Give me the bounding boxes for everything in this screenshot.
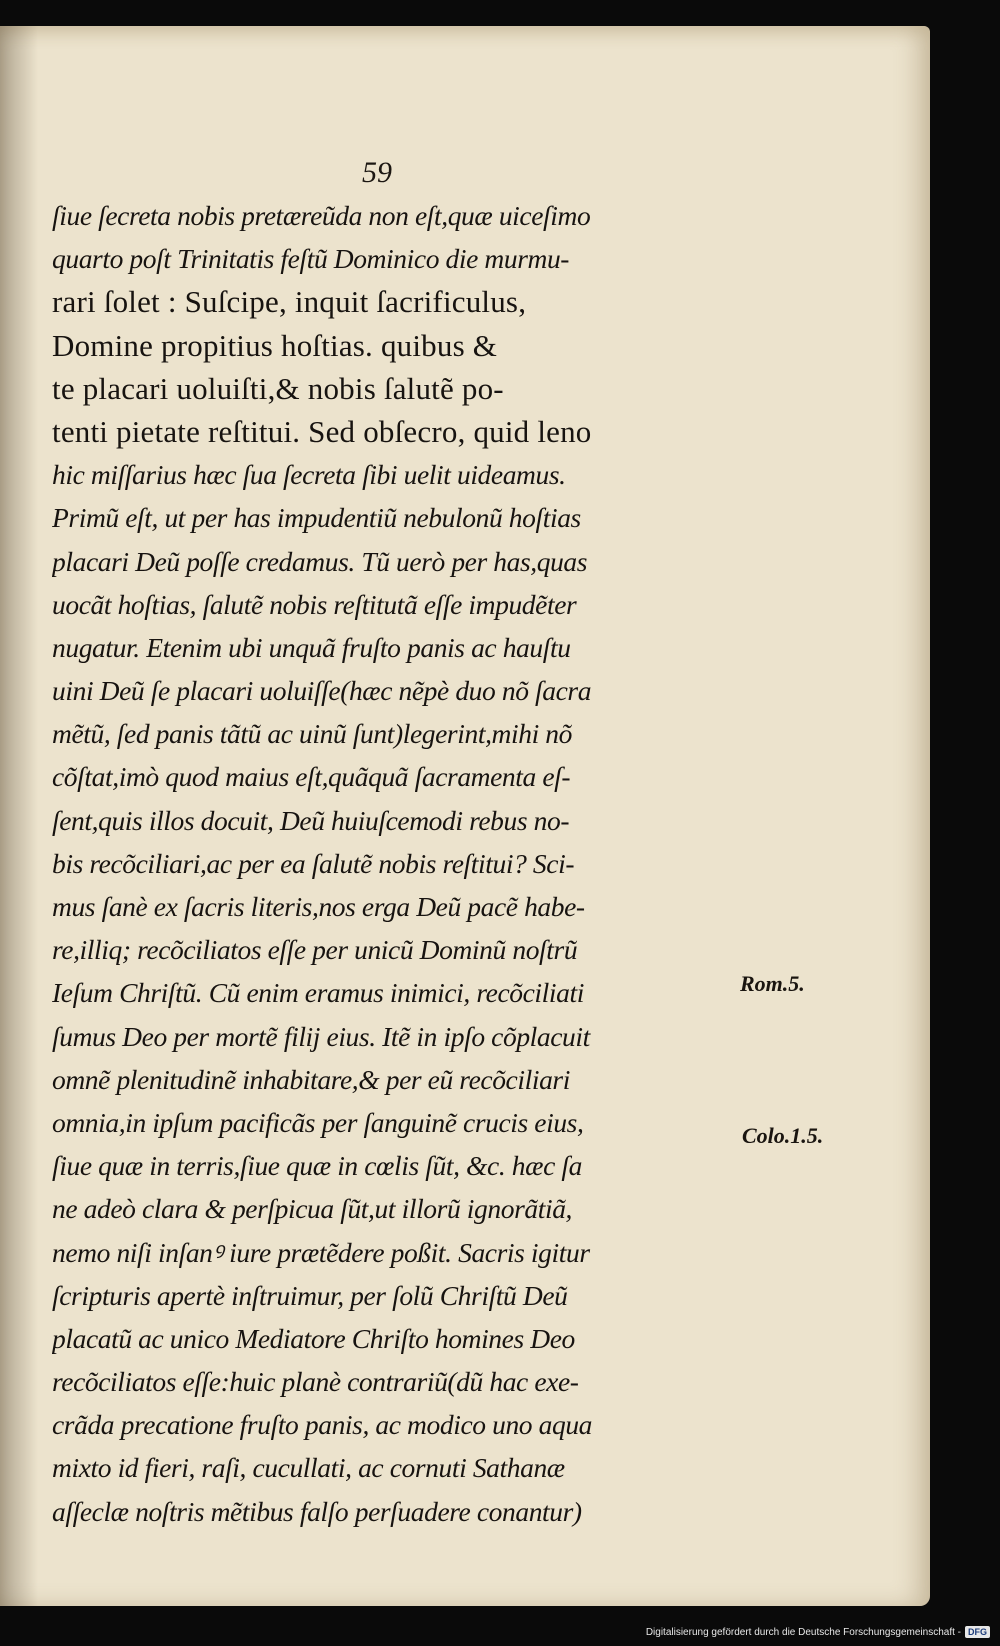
marginal-note-colo: Colo.1.5.	[742, 1123, 824, 1148]
text-line: rari ſolet : Suſcipe, inquit ſacrificulus,	[52, 284, 527, 320]
text-line: ſent,quis illos docuit, Deũ huiuſcemodi rebus no-	[52, 804, 570, 836]
text-line: crãda precatione fruſto panis, ac modico uno aqua	[52, 1409, 593, 1441]
text-line: nugatur. Etenim ubi unquã fruſto panis ac hauſtu	[52, 631, 571, 663]
text-line: ſiue quæ in terris,ſiue quæ in cœlis ſũt, &c. hæc ſa	[52, 1150, 582, 1182]
text-line: aſſeclæ noſtris mẽtibus falſo perſuadere conantur)	[52, 1495, 582, 1527]
digitization-credit	[646, 1626, 990, 1638]
text-line: placari Deũ poſſe credamus. Tũ uerò per has,quas	[52, 545, 588, 577]
text-line: ſumus Deo per mortẽ filij eius. Itẽ in ipſo cõplacuit	[52, 1020, 590, 1052]
book-page	[0, 26, 930, 1606]
credit-text: Digitalisierung gefördert durch die Deutsche Forschungsgemeinschaft -	[645, 1626, 961, 1638]
text-line: cõſtat,imò quod maius eſt,quãquã ſacramenta eſ-	[52, 761, 571, 793]
text-line: Domine propitius hoſtias. quibus &	[52, 327, 498, 363]
text-line: ſiue ſecreta nobis pretæreũda non eſt,quæ uiceſimo	[52, 200, 591, 231]
text-line: recõciliatos eſſe:huic planè contrariũ(dũ hac exe-	[52, 1366, 579, 1398]
text-line: Ieſum Chriſtũ. Cũ enim eramus inimici, recõciliati	[52, 977, 584, 1009]
text-line: mus ſanè ex ſacris literis,nos erga Deũ pacẽ habe-	[52, 891, 585, 922]
text-line: omnẽ plenitudinẽ inhabitare,& per eũ recõciliari	[52, 1063, 570, 1095]
text-line: Primũ eſt, ut per has impudentiũ nebulonũ hoſtias	[52, 502, 581, 534]
text-line: placatũ ac unico Mediatore Chriſto homines Deo	[52, 1322, 575, 1354]
dfg-logo-icon: DFG	[965, 1626, 990, 1638]
text-line: te placari uoluiſti,& nobis ſalutẽ po-	[52, 370, 504, 406]
body-text	[52, 194, 742, 1533]
text-line: nemo niſi inſanꝰ iure prætẽdere poßit. Sacris igitur	[52, 1236, 590, 1268]
page-number: 59	[362, 156, 392, 189]
text-line: bis recõciliari,ac per ea ſalutẽ nobis reſtitui? Sci-	[52, 847, 575, 879]
text-line: quarto poſt Trinitatis feſtũ Dominico die murmu-	[52, 243, 570, 275]
text-line: mẽtũ, ſed panis tãtũ ac uinũ ſunt)legerint,mihi nõ	[52, 718, 573, 750]
text-line: tenti pietate reſtitui. Sed obſecro, quid leno	[52, 413, 592, 449]
text-line: ne adeò clara & perſpicua ſũt,ut illorũ ignorãtiã,	[52, 1193, 573, 1225]
text-line: uini Deũ ſe placari uoluiſſe(hæc nẽpè duo nõ ſacra	[52, 675, 592, 707]
text-line: ſcripturis apertè inſtruimur, per ſolũ Chriſtũ Deũ	[52, 1279, 568, 1311]
text-line: mixto id fieri, raſi, cucullati, ac cornuti Sathanæ	[52, 1452, 565, 1484]
text-line: hic miſſarius hæc ſua ſecreta ſibi uelit uideamus.	[52, 459, 566, 491]
marginal-note-rom: Rom.5.	[740, 971, 805, 996]
text-line: omnia,in ipſum pacificãs per ſanguinẽ crucis eius,	[52, 1106, 584, 1138]
text-line: uocãt hoſtias, ſalutẽ nobis reſtitutã eſſe impudẽter	[52, 588, 577, 620]
text-line: re,illiq; recõciliatos eſſe per unicũ Dominũ noſtrũ	[52, 934, 578, 966]
